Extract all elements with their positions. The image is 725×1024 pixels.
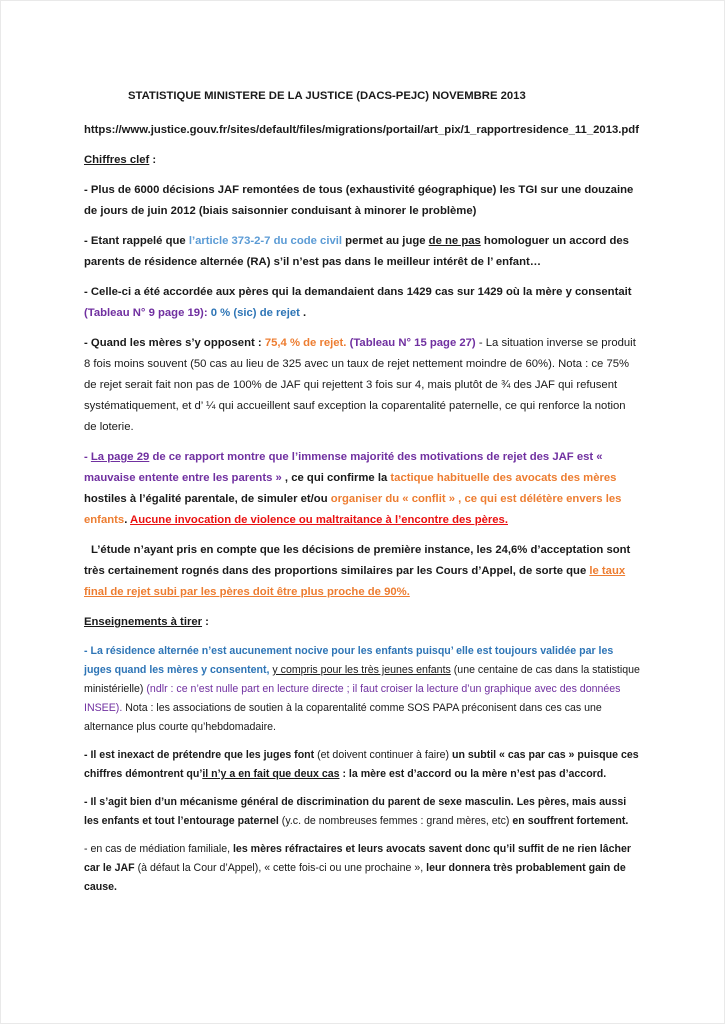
text-run: -: [84, 451, 91, 463]
doc-url: [84, 120, 641, 141]
para-article-373: [84, 231, 641, 273]
text-run: les mères réfractaires et leurs avocats savent donc qu’il suffit de ne rien lâcher car le JAF: [84, 843, 632, 874]
text-run: (et doivent continuer à faire): [317, 749, 452, 761]
link[interactable]: l’article 373-2-7 du code civil: [188, 235, 343, 247]
text-run: :: [149, 154, 157, 166]
text-run: (ndlr : ce n’est nulle part en lecture directe ; il faut croiser la lecture d’un graphique avec des données INSEE).: [84, 683, 621, 714]
text-run: de ne pas: [428, 235, 481, 247]
text-run: , ce qui confirme la: [281, 472, 391, 484]
text-run: permet au juge: [342, 235, 429, 247]
para-meres-opposent: [84, 333, 641, 438]
text-run: .: [299, 307, 307, 319]
text-run: tactique habituelle des avocats des mères: [390, 472, 617, 484]
text-run: - Il s’agit bien d’un mécanisme général de discrimination du parent de sexe masculin. Les pères, mais aussi les enfants et tout l’entourage paternel: [84, 796, 627, 827]
text-run: - Plus de 6000 décisions JAF remontées de tous (exhaustivité géographique) les TGI sur une douzaine de jours de juin 2012 (biais saisonnier conduisant à minorer le problème): [84, 184, 634, 217]
text-run: y compris pour les très jeunes enfants: [272, 664, 451, 676]
text-run: - Etant rappelé que: [84, 235, 189, 247]
text-run: homologuer un accord des parents de résidence alternée (RA) s’il n’est pas dans le meilleur intérêt de l’ enfant…: [84, 235, 629, 268]
text-run: (une centaine de cas dans la statistique ministérielle): [84, 664, 640, 695]
text-run: (Tableau N° 9 page 19):: [84, 307, 208, 319]
para-decisions-jaf: [84, 180, 641, 222]
text-run: un subtil « cas par cas » puisque ces chiffres démontrent qu’: [84, 749, 639, 780]
text-run: (à défaut la Cour d’Appel), « cette fois-ci ou une prochaine »,: [137, 862, 427, 874]
text-run: leur donnera très probablement gain de cause.: [84, 862, 626, 893]
text-run: - Celle-ci a été accordée aux pères qui la demandaient dans 1429 cas sur 1429 où la mère y consentait: [84, 286, 632, 298]
link[interactable]: La page 29: [90, 451, 150, 463]
text-run: il n’y a en fait que deux cas: [202, 768, 340, 780]
text-run: - La situation inverse se produit 8 fois moins souvent (50 cas au lieu de 325 avec un taux de rejet nettement moindre de 60%). Nota : ce 75% de rejet serait fait non pas de 100% de JAF qui rejettent 3 fois sur 4, mais plutôt de ¾ des JAF qui refusent systématiquement, et d’ ¼ qui accueillent sauf exception la coparentalité paternelle, ce qui renforce la notion de loterie.: [84, 337, 636, 433]
heading-enseignements: [84, 612, 641, 633]
text-run: : la mère est d’accord ou la mère n’est pas d’accord.: [339, 768, 607, 780]
text-run: :: [202, 616, 209, 628]
para-cas-par-cas: [84, 746, 641, 784]
text-run: - Il est inexact de prétendre que les juges font: [84, 749, 318, 761]
text-run: (y.c. de nombreuses femmes : grand mères, etc): [281, 815, 513, 827]
text-run: Enseignements à tirer: [84, 616, 203, 628]
para-mediation-familiale: [84, 840, 641, 897]
para-page-29: [84, 447, 641, 531]
text-run: Aucune invocation de violence ou maltraitance à l’encontre des pères.: [130, 514, 508, 526]
heading-chiffres-clef: [84, 150, 641, 171]
para-1429-cas: [84, 282, 641, 324]
text-run: de ce rapport montre que l’immense majorité des motivations de rejet des JAF est « mauvaise entente entre les parents »: [84, 451, 603, 484]
text-run: hostiles à l’égalité parentale, de simuler et/ou: [84, 493, 331, 505]
para-residence-alternee: [84, 642, 641, 737]
text-run: le taux final de rejet subi par les pères doit être plus proche de 90%.: [84, 565, 626, 598]
text-run: - Quand les mères s’y opposent: [84, 337, 258, 349]
text-run: L’étude n’ayant pris en compte que les décisions de première instance, les 24,6% d’acceptation sont très certainement rognés dans des proportions similaires par les Cours d’Appel, de sorte que: [84, 544, 631, 577]
text-run: (Tableau N° 15 page 27): [349, 337, 476, 349]
text-run: 75,4 % de rejet.: [264, 337, 347, 349]
text-run: STATISTIQUE MINISTERE DE LA JUSTICE (DACS-PEJC) NOVEMBRE 2013: [128, 90, 526, 102]
text-run: .: [124, 514, 131, 526]
para-etude-premiere-instance: [84, 540, 641, 603]
text-run: organiser du « conflit » , ce qui est délétère envers les enfants: [84, 493, 622, 526]
link[interactable]: https://www.justice.gouv.fr/sites/default/files/migrations/portail/art_pix/1_rapportresidence_11_2013.pdf: [84, 124, 639, 136]
text-run: Nota : les associations de soutien à la coparentalité comme SOS PAPA préconisent dans ces cas une alternance plus courte qu’hebdomadaire.: [84, 702, 602, 733]
text-run: 0 % (sic) de rejet: [210, 307, 300, 319]
text-run: en souffrent fortement.: [512, 815, 629, 827]
doc-title: [128, 86, 641, 107]
para-discrimination: [84, 793, 641, 831]
text-run: - en cas de médiation familiale,: [84, 843, 233, 855]
text-run: - La résidence alternée n’est aucunement nocive pour les enfants puisqu’ elle est toujours validée par les juges quand les mères y consentent,: [84, 645, 614, 676]
text-run: Chiffres clef: [84, 154, 150, 166]
text-run: :: [257, 337, 265, 349]
